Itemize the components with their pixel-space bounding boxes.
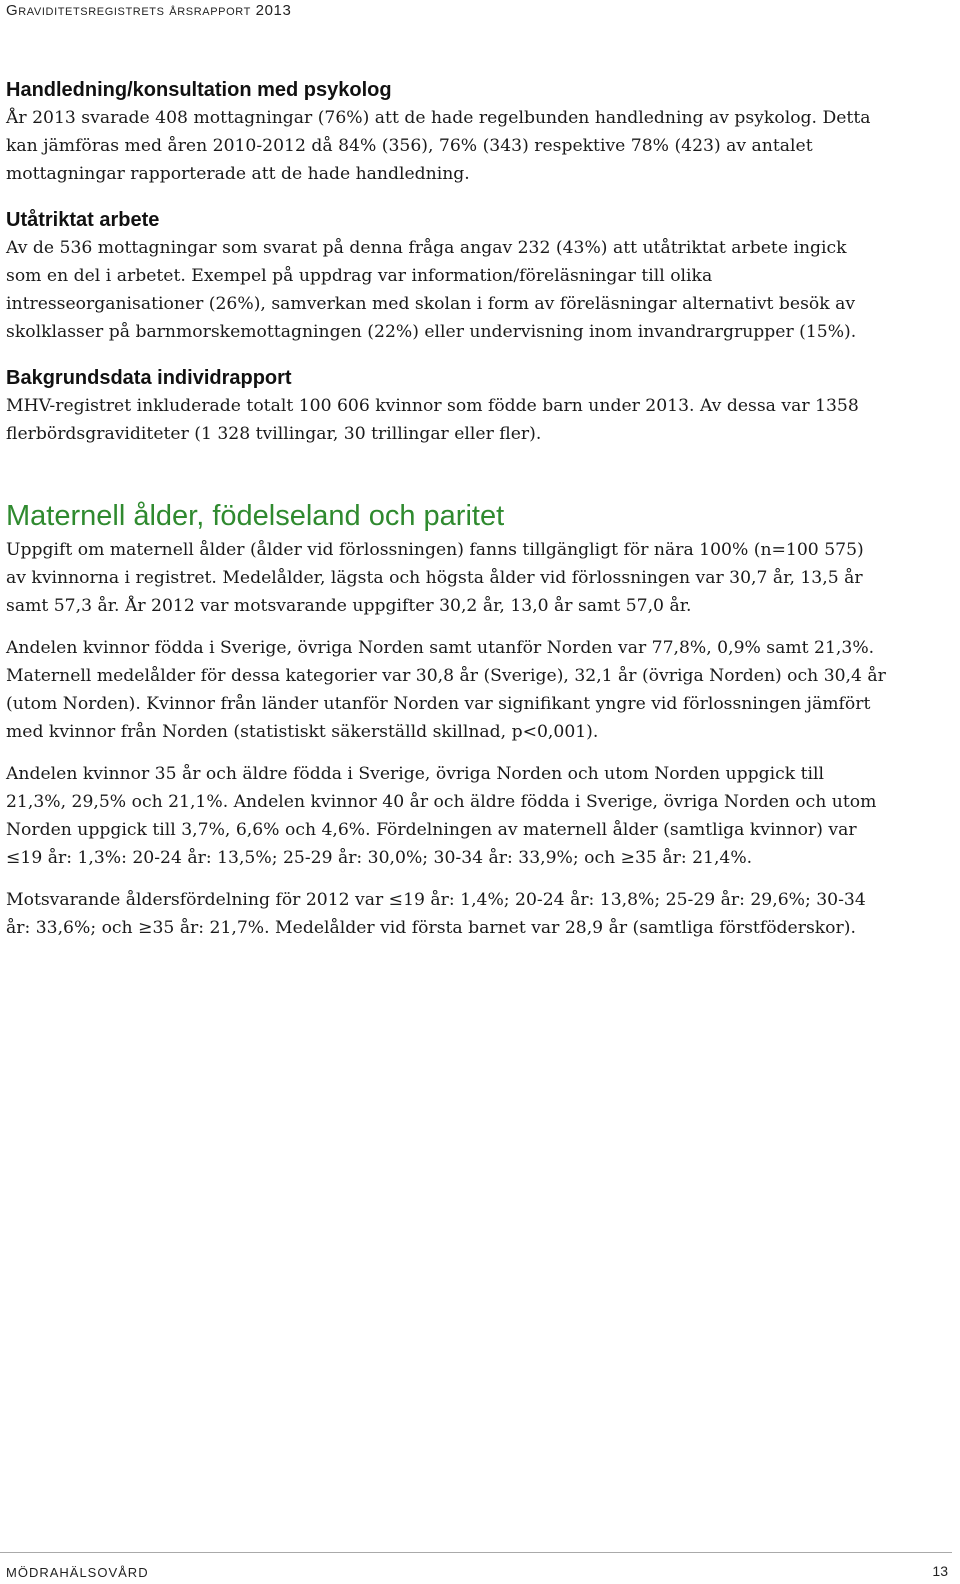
section-heading: Bakgrundsdata individrapport: [6, 367, 292, 389]
section-utatriktat-arbete: [6, 206, 886, 346]
paragraph: Andelen kvinnor 35 år och äldre födda i Sverige, övriga Norden och utom Norden uppgick till 21,3%, 29,5% och 21,1%. Andelen kvinnor 40 år och äldre födda i Sverige, övriga Norden och utom Norden uppgick till 3,7%, 6,6% och 4,6%. Fördelningen av maternell ålder (samtliga kvinnor) var ≤19 år: 1,3%: 20-24 år: 13,5%; 25-29 år: 30,0%; 30-34 år: 33,9%; och ≥35 år: 21,4%.: [6, 764, 877, 868]
page-footer: [0, 1552, 952, 1583]
paragraph: Andelen kvinnor födda i Sverige, övriga Norden samt utanför Norden var 77,8%, 0,9% samt 21,3%. Maternell medelålder för dessa kategorier var 30,8 år (Sverige), 32,1 år (övriga Norden) och 30,4 år (utom Norden). Kvinnor från länder utanför Norden var signifikant yngre vid förlossningen jämfört med kvinnor från Norden (statistiskt säkerställd skillnad, p<0,001).: [6, 638, 886, 742]
section-heading: Handledning/konsultation med psykolog: [6, 79, 392, 101]
section-text: Av de 536 mottagningar som svarat på denna fråga angav 232 (43%) att utåtriktat arbete ingick som en del i arbetet. Exempel på uppdrag var information/föreläsningar till olika intresseorganisationer (26%), samverkan med skolan i form av föreläsningar alternativt besök av skolklasser på barnmorskemottagningen (22%) eller undervisning inom invandrargrupper (15%).: [6, 238, 857, 342]
page-number: 13: [932, 1563, 948, 1579]
section-text: År 2013 svarade 408 mottagningar (76%) att de hade regelbunden handledning av psykolog. Detta kan jämföras med åren 2010-2012 då 84% (356), 76% (343) respektive 78% (423) av antalet mottagningar rapporterade att de hade handledning.: [6, 108, 871, 184]
page-content: [6, 76, 886, 942]
running-header: Graviditetsregistrets årsrapport 2013: [6, 2, 292, 19]
section-bakgrundsdata: [6, 364, 886, 448]
section-heading: Utåtriktat arbete: [6, 209, 160, 231]
paragraph: Motsvarande åldersfördelning för 2012 var ≤19 år: 1,4%; 20-24 år: 13,8%; 25-29 år: 29,6%; 30-34 år: 33,6%; och ≥35 år: 21,7%. Medelålder vid första barnet var 28,9 år (samtliga förstföderskor).: [6, 890, 866, 938]
section-handledning: [6, 76, 886, 188]
section-text: MHV-registret inkluderade totalt 100 606 kvinnor som födde barn under 2013. Av dessa var 1358 flerbördsgraviditeter (1 328 tvillingar, 30 trillingar eller fler).: [6, 396, 859, 444]
maternell-body: [6, 536, 886, 942]
footer-section-title: MÖDRAHÄLSOVÅRD: [6, 1565, 149, 1580]
chapter-heading: Maternell ålder, födelseland och paritet: [6, 500, 505, 532]
paragraph: Uppgift om maternell ålder (ålder vid förlossningen) fanns tillgängligt för nära 100% (n=100 575) av kvinnorna i registret. Medelålder, lägsta och högsta ålder vid förlossningen var 30,7 år, 13,5 år samt 57,3 år. År 2012 var motsvarande uppgifter 30,2 år, 13,0 år samt 57,0 år.: [6, 540, 864, 616]
